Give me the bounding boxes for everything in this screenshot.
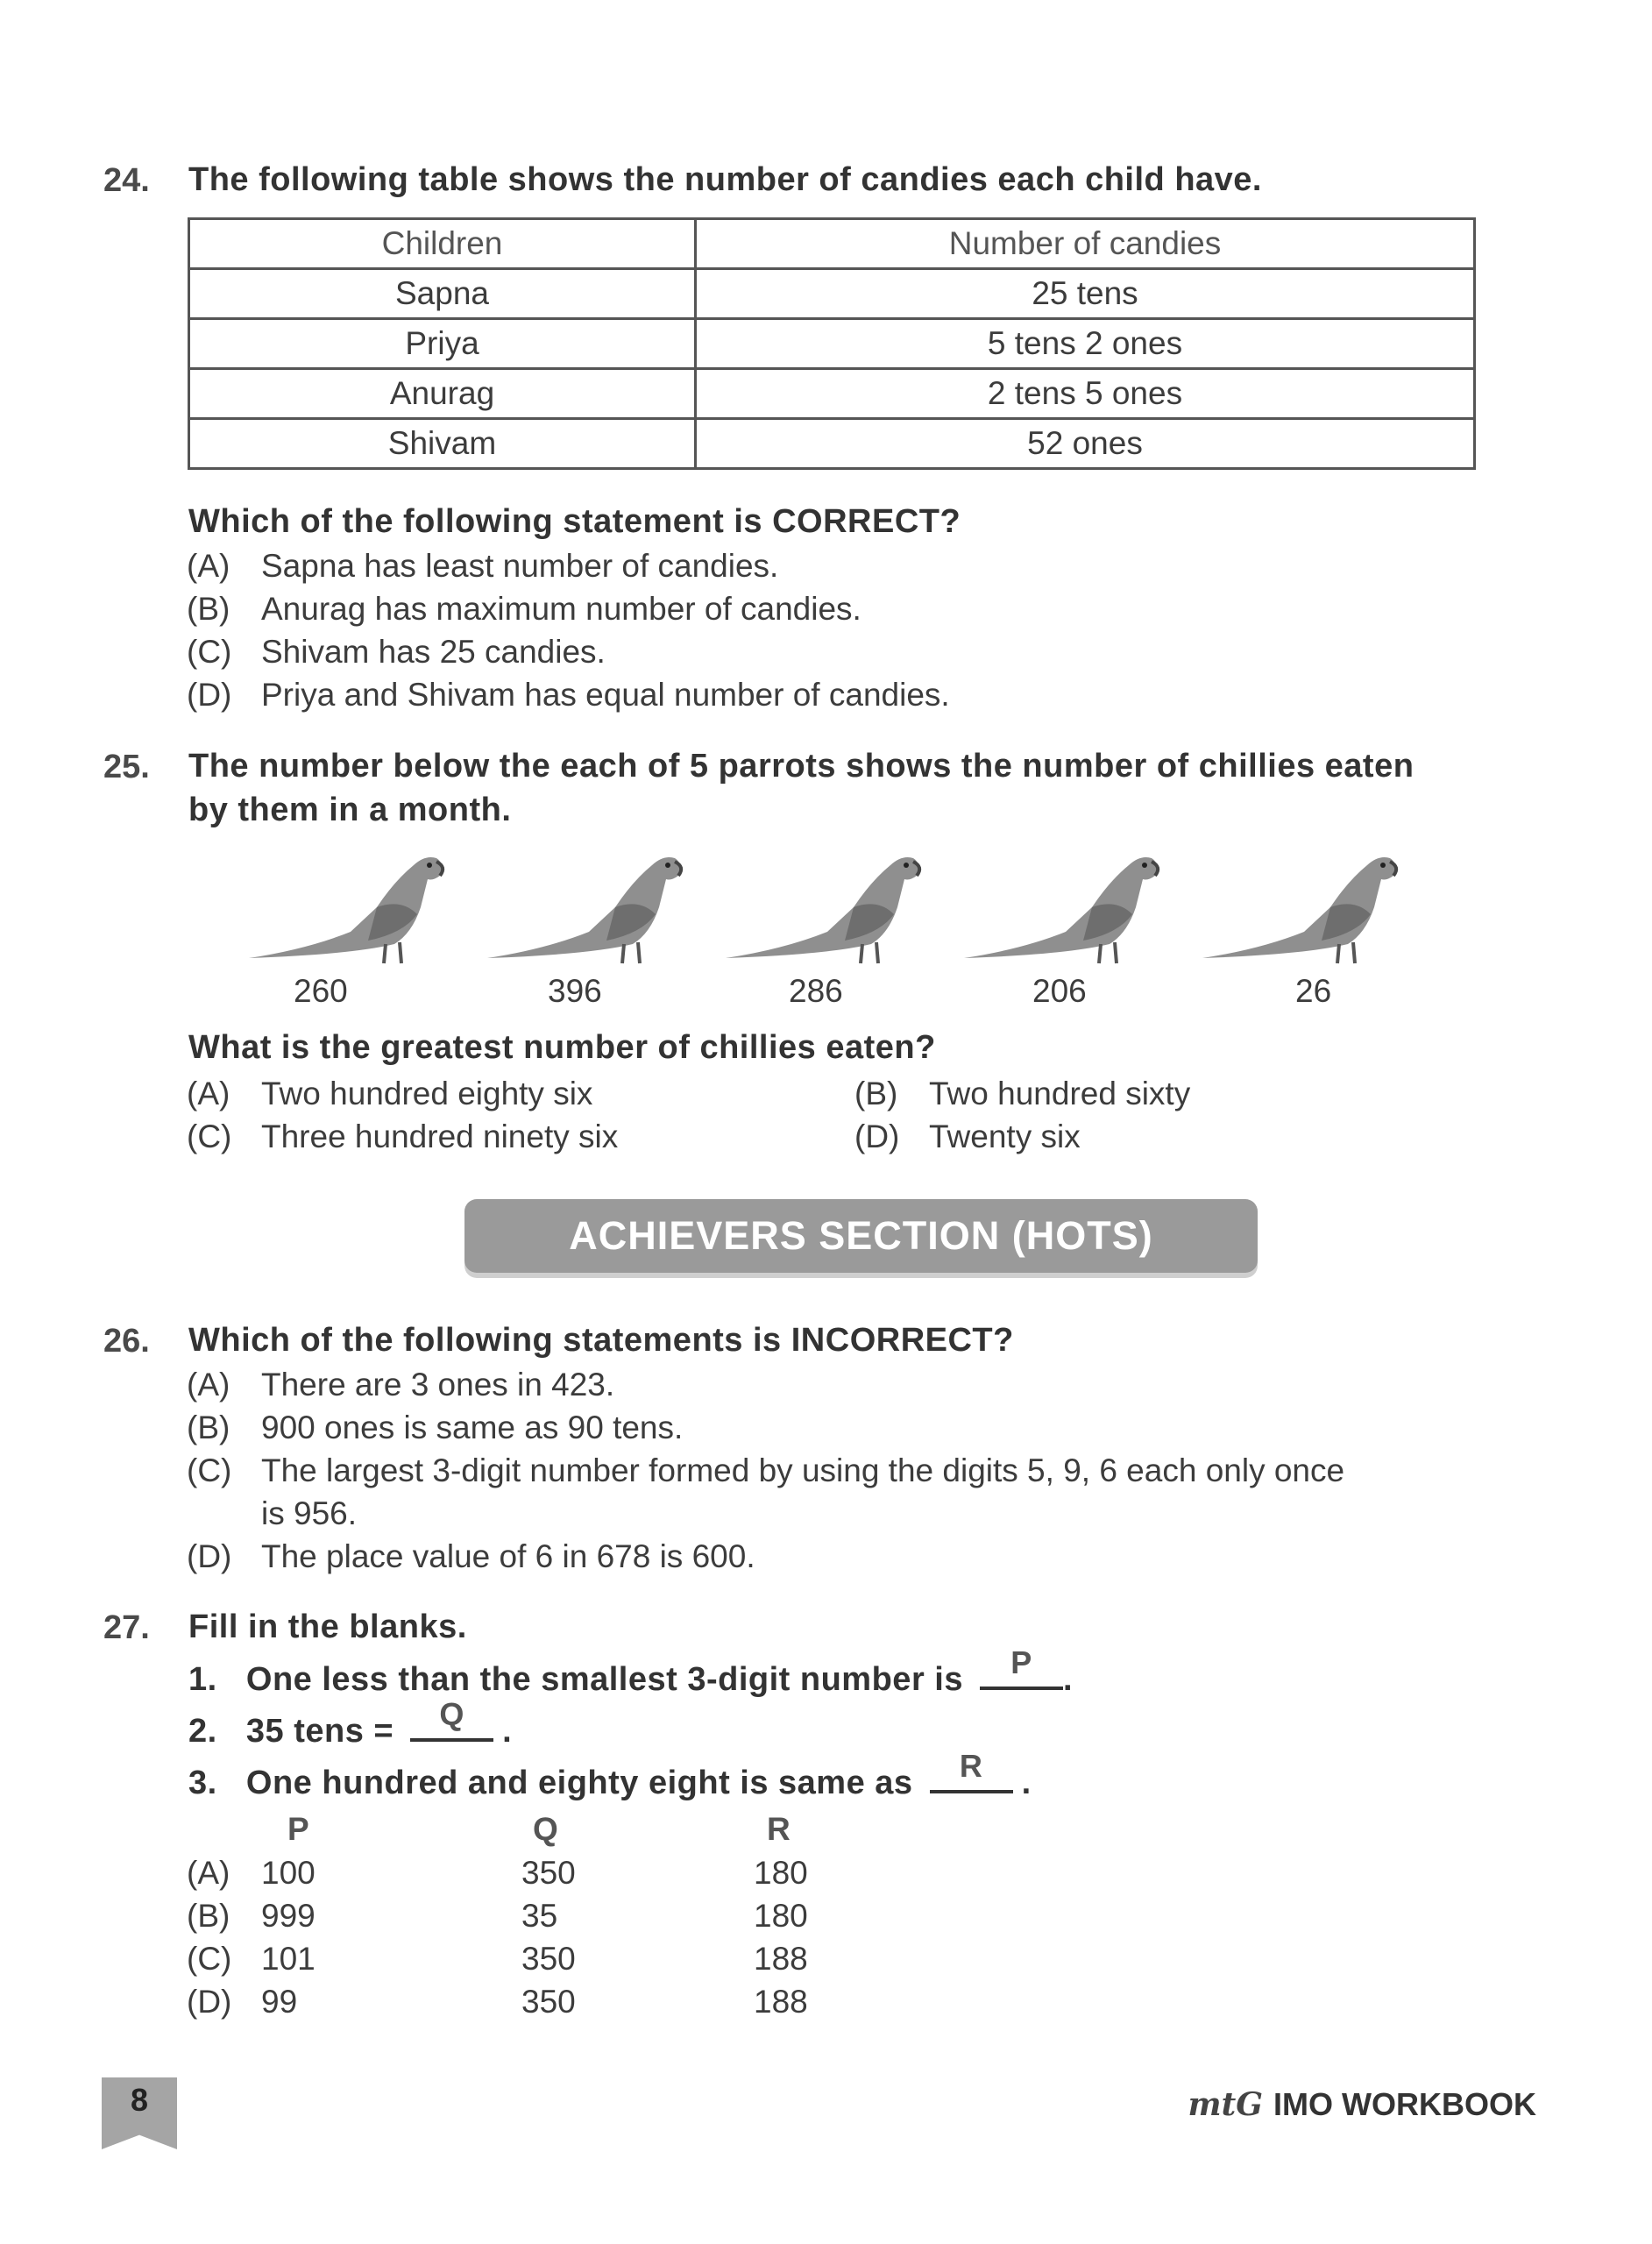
option-text: Two hundred sixty: [929, 1076, 1191, 1111]
option-label: (D): [187, 1984, 232, 2020]
option-c: [187, 1449, 1344, 1492]
option-value-r: 180: [754, 1898, 808, 1934]
question-text: The following table shows the number of candies each child have.: [188, 161, 1262, 198]
blank-r: [930, 1748, 1013, 1793]
option-text: Anurag has maximum number of candies.: [261, 591, 861, 627]
table-cell: 25 tens: [696, 269, 1475, 319]
question-text-line1: The number below the each of 5 parrots shows the number of chillies eaten: [188, 748, 1414, 785]
item-number: 1.: [188, 1661, 217, 1698]
table-cell: Sapna: [189, 269, 696, 319]
fill-item-1: [188, 1644, 1074, 1701]
option-value-p: 101: [261, 1941, 316, 1977]
table-header-cell: Children: [189, 219, 696, 269]
fill-item-3: [188, 1748, 1032, 1805]
workbook-title: IMO WORKBOOK: [1273, 2086, 1536, 2122]
option-d: [187, 673, 950, 716]
option-a: [187, 1363, 614, 1406]
question-text: Which of the following statements is INCORRECT?: [188, 1322, 1014, 1359]
table-cell: Shivam: [189, 419, 696, 469]
item-end: .: [502, 1713, 513, 1750]
option-value-q: 350: [521, 1941, 576, 1977]
footer-brand: [1188, 2086, 1536, 2123]
option-label: (D): [187, 677, 232, 713]
question-number: 25.: [103, 749, 150, 785]
question-text-line2: by them in a month.: [188, 792, 512, 828]
option-value-r: 188: [754, 1941, 808, 1977]
brand-logo: mtG: [1188, 2086, 1264, 2123]
table-cell: Anurag: [189, 369, 696, 419]
option-label: (A): [187, 1855, 230, 1891]
option-label: (C): [187, 1941, 232, 1977]
option-d: [854, 1115, 1081, 1158]
table-row: [189, 269, 1475, 319]
item-text: 35 tens =: [245, 1713, 394, 1750]
parrot-icon: [961, 846, 1162, 969]
option-label: (B): [854, 1076, 898, 1111]
option-label: (C): [187, 634, 232, 670]
item-number: 2.: [188, 1713, 217, 1750]
blank-label: R: [959, 1748, 983, 1784]
option-text: Twenty six: [929, 1118, 1081, 1154]
column-header-r: R: [767, 1811, 791, 1847]
parrot-icon: [1199, 846, 1400, 969]
item-text: One less than the smallest 3-digit number is: [245, 1661, 963, 1698]
table-header-row: [189, 219, 1475, 269]
option-value-p: 99: [261, 1984, 298, 2020]
fill-item-2: [188, 1696, 513, 1753]
column-header-q: Q: [533, 1811, 558, 1847]
parrot-number: 206: [1032, 973, 1087, 1009]
option-value-q: 35: [521, 1898, 558, 1934]
option-text: Two hundred eighty six: [261, 1076, 593, 1111]
option-a: [187, 544, 778, 587]
question-text: Fill in the blanks.: [188, 1608, 467, 1645]
table-row: [189, 319, 1475, 369]
parrot-icon: [245, 846, 447, 969]
option-text: The largest 3-digit number formed by using the digits 5, 9, 6 each only once: [261, 1452, 1345, 1488]
blank-p: [980, 1644, 1063, 1690]
option-label: (B): [187, 591, 230, 627]
table-header-cell: Number of candies: [696, 219, 1475, 269]
parrot-icon: [484, 846, 685, 969]
option-b: [187, 1406, 683, 1449]
table-cell: 2 tens 5 ones: [696, 369, 1475, 419]
parrot-number: 26: [1295, 973, 1332, 1009]
question-prompt: What is the greatest number of chillies eaten?: [188, 1029, 936, 1066]
option-label: (C): [187, 1118, 232, 1154]
option-c: [187, 630, 606, 673]
option-label: (A): [187, 548, 230, 584]
item-end: .: [1021, 1765, 1032, 1801]
option-c-continued: is 956.: [261, 1495, 358, 1531]
option-value-r: 180: [754, 1855, 808, 1891]
option-label: (D): [854, 1118, 900, 1154]
item-text: One hundred and eighty eight is same as: [245, 1765, 913, 1801]
option-b: [854, 1072, 1190, 1115]
question-number: 24.: [103, 162, 150, 199]
section-banner: ACHIEVERS SECTION (HOTS): [464, 1199, 1258, 1273]
blank-q: [410, 1696, 493, 1742]
option-label: (C): [187, 1452, 232, 1488]
question-number: 26.: [103, 1323, 150, 1360]
option-text: Three hundred ninety six: [261, 1118, 619, 1154]
table-row: [189, 419, 1475, 469]
option-value-p: 999: [261, 1898, 316, 1934]
parrot-number: 286: [789, 973, 843, 1009]
option-label: (A): [187, 1076, 230, 1111]
option-a: [187, 1072, 592, 1115]
option-label: (D): [187, 1538, 232, 1574]
option-text: Shivam has 25 candies.: [261, 634, 606, 670]
blank-label: Q: [439, 1696, 464, 1732]
option-text: Priya and Shivam has equal number of candies.: [261, 677, 950, 713]
parrot-icon: [722, 846, 924, 969]
option-text: There are 3 ones in 423.: [261, 1367, 615, 1402]
option-text: The place value of 6 in 678 is 600.: [261, 1538, 755, 1574]
blank-label: P: [1010, 1644, 1032, 1680]
option-value-q: 350: [521, 1984, 576, 2020]
option-value-p: 100: [261, 1855, 316, 1891]
page-number: 8: [130, 2082, 149, 2118]
question-number: 27.: [103, 1609, 150, 1646]
parrot-number: 260: [294, 973, 348, 1009]
option-value-q: 350: [521, 1855, 576, 1891]
option-value-r: 188: [754, 1984, 808, 2020]
option-c: [187, 1115, 618, 1158]
table-cell: 5 tens 2 ones: [696, 319, 1475, 369]
option-label: (B): [187, 1898, 230, 1934]
table-row: [189, 369, 1475, 419]
column-header-p: P: [287, 1811, 309, 1847]
option-label: (A): [187, 1367, 230, 1402]
item-end: .: [1063, 1661, 1074, 1698]
option-label: (B): [187, 1410, 230, 1445]
table-cell: Priya: [189, 319, 696, 369]
question-prompt: Which of the following statement is CORRECT?: [188, 503, 961, 540]
candies-table: [188, 217, 1476, 470]
option-text: Sapna has least number of candies.: [261, 548, 779, 584]
option-b: [187, 587, 861, 630]
option-text: 900 ones is same as 90 tens.: [261, 1410, 684, 1445]
item-number: 3.: [188, 1765, 217, 1801]
table-cell: 52 ones: [696, 419, 1475, 469]
option-d: [187, 1535, 755, 1578]
parrot-number: 396: [548, 973, 602, 1009]
